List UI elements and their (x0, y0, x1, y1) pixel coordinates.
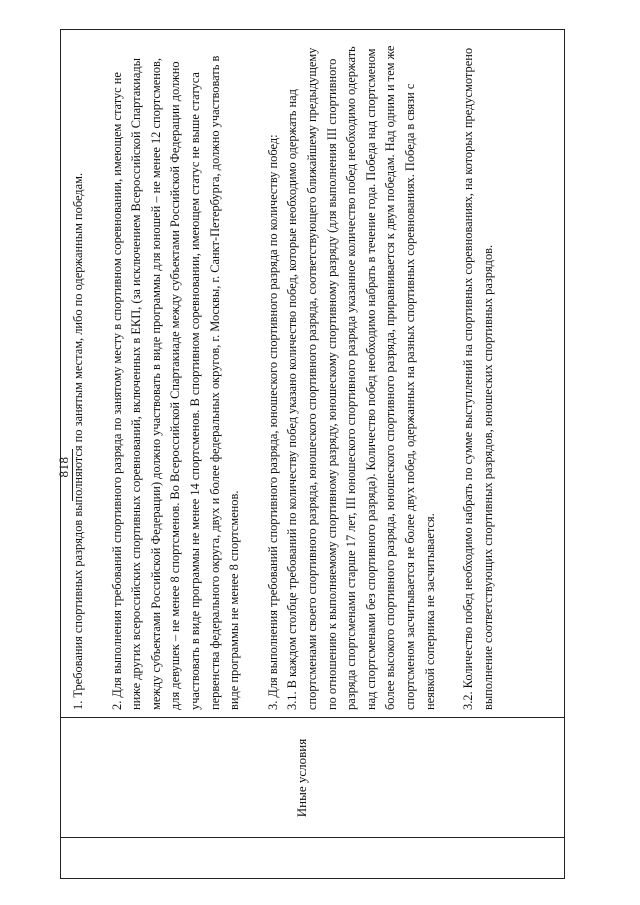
paragraph-1: 1. Требования спортивных разрядов выполняются по занятым местам, либо по одержанным победам. (71, 172, 85, 710)
table-index-column (61, 837, 564, 878)
paragraph-2: 2. Для выполнения требований спортивного разряда по занятому месту в спортивном соревновании, имеющем статус не ниже других всероссийских спортивных соревнований, включенных в ЕКП, (за исключением Всероссийской Спартакиады между субъектами Российской Федерации) должно участвовать в виде программы для юношей – не менее 12 спортсменов, для девушек – не менее 8 спортсменов. Во Всероссийской Спартакиаде между субъектами Российской Федерации должно участвовать в виде программы не менее 14 спортсменов. В спортивном соревновании, имеющем статус не выше статуса первенства федерального округа, двух и более федеральных округов, г. Москвы, г. Санкт-Петербурга, должно участвовать в виде программы не менее 8 спортсменов. (109, 55, 242, 710)
page-number: 818 (56, 456, 71, 478)
row-label-other-conditions: Иные условия (294, 738, 309, 818)
paragraph-3-1: 3.1. В каждом столбце требований по количеству побед указано количество побед, которые необходимо одержать над спортсменами своего спортивного разряда, юношеского спортивного разряда, соответствующего ближайшему предыдущему по отношению к выполняемому спортивному разряду, юношескому спортивному разряду (для выполнения III спортивного разряда спортсменами старше 17 лет, III юношеского спортивного разряда указанное количество побед необходимо одержать над спортсменами без спортивного разряда). Количество побед необходимо набрать в течение года. Победа над спортсменом более высокого спортивного разряда, юношеского спортивного разряда, приравнивается к двум победам. Над одним и тем же спортсменом засчитывается не более двух побед, одержанных на разных спортивных соревнованиях. Победа в связи с неявкой соперника не засчитывается. (285, 45, 437, 710)
paragraph-3-2: 3.2. Количество побед необходимо набрать по сумме выступлений на спортивных соревнованиях, на которых предусмотрено выполнение соответствующих спортивных разрядов, юношеских спортивных разрядов. (461, 47, 495, 710)
paragraph-3: 3. Для выполнения требований спортивного разряда, юношеского спортивного разряда по количеству побед: (265, 134, 280, 710)
conditions-table (60, 29, 565, 879)
table-content-cell (61, 30, 564, 718)
table-left-column (61, 717, 564, 878)
